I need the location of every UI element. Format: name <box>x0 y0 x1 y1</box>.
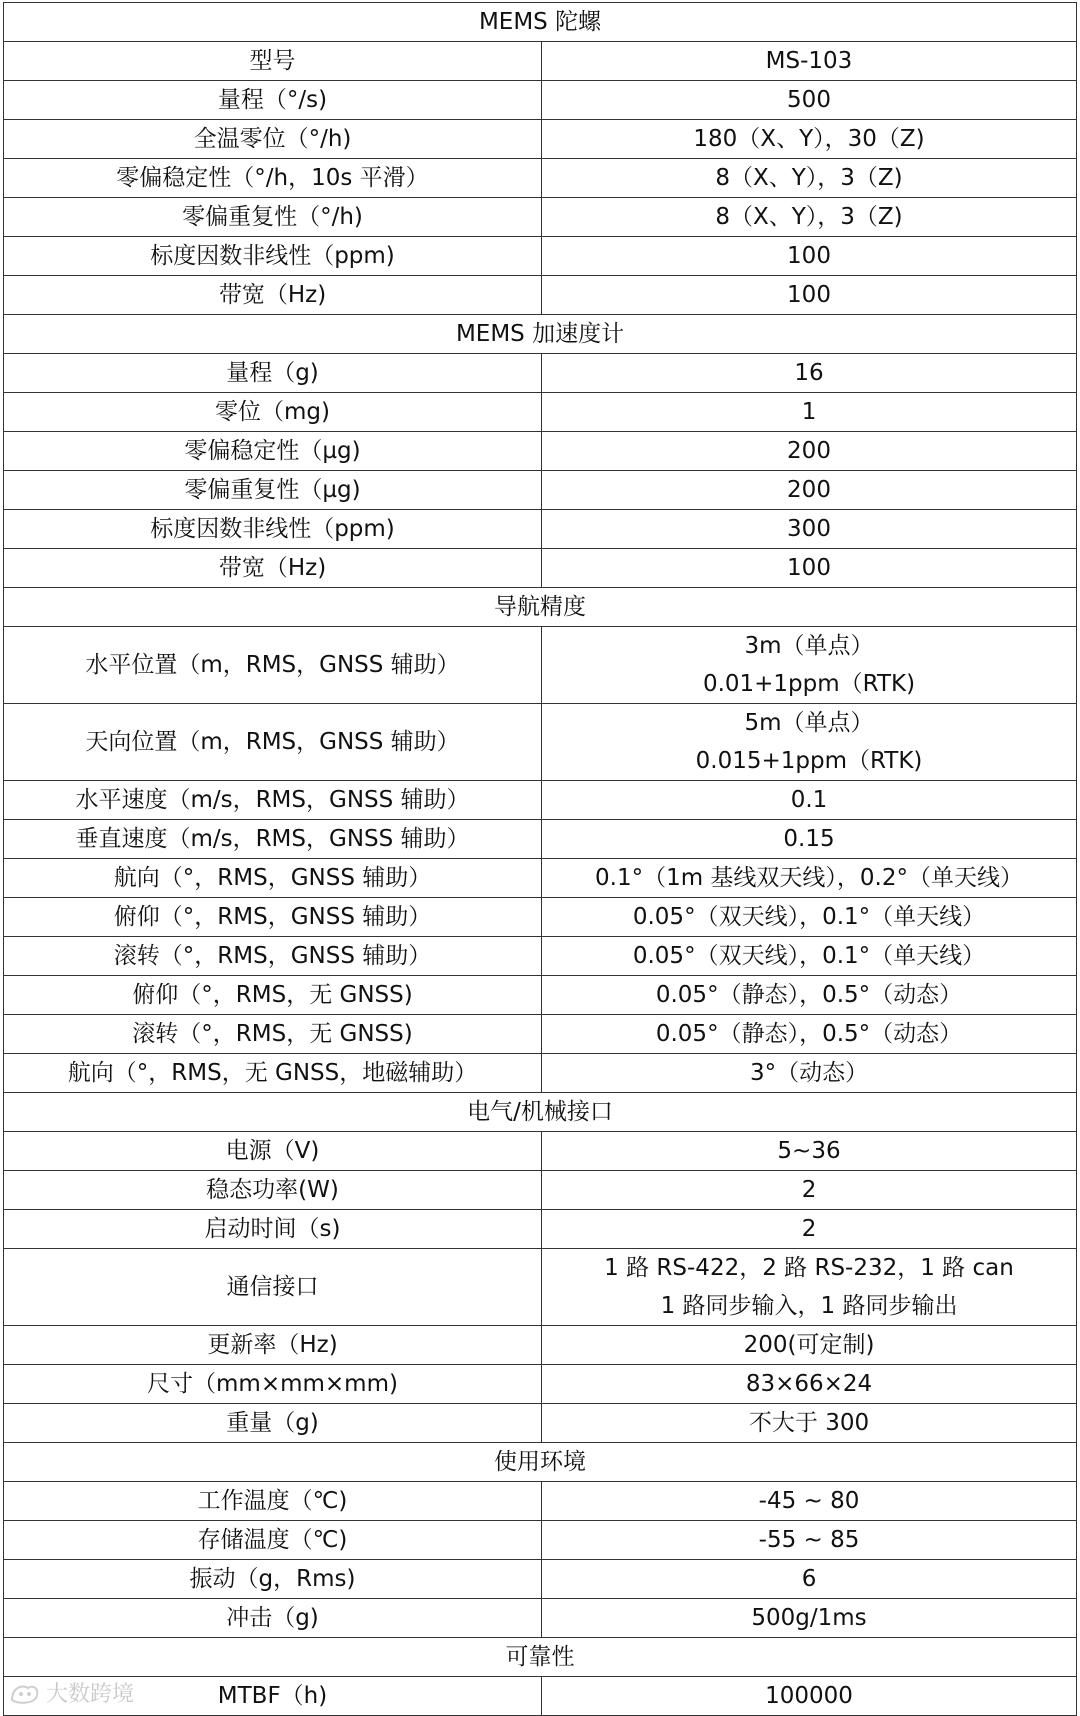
watermark-text: 大数跨境 <box>46 1682 135 1707</box>
spec-value <box>542 1054 1077 1093</box>
spec-value-line: 0.05°（双天线），0.1°（单天线） <box>632 943 986 969</box>
spec-label: 量程（°/s) <box>4 81 542 120</box>
spec-value <box>542 81 1077 120</box>
table-row <box>4 159 1077 198</box>
spec-value-line: MS-103 <box>765 48 853 74</box>
spec-value <box>542 510 1077 549</box>
spec-label: 航向（°，RMS，GNSS 辅助） <box>4 859 542 898</box>
table-row <box>4 42 1077 81</box>
spec-value <box>542 898 1077 937</box>
spec-label: 振动（g，Rms) <box>4 1560 542 1599</box>
section-title: 电气/机械接口 <box>4 1093 1077 1132</box>
spec-value <box>542 1404 1077 1443</box>
spec-label: 重量（g) <box>4 1404 542 1443</box>
table-row <box>4 198 1077 237</box>
spec-value-line: 2 <box>801 1216 817 1242</box>
spec-label: 冲击（g) <box>4 1599 542 1638</box>
table-row <box>4 1015 1077 1054</box>
table-row <box>4 1326 1077 1365</box>
spec-value <box>542 1365 1077 1404</box>
table-row <box>4 432 1077 471</box>
section-header-row <box>4 3 1077 42</box>
spec-value-line: 3°（动态） <box>749 1060 869 1086</box>
spec-table <box>3 2 1077 1716</box>
spec-value-line: 0.05°（静态），0.5°（动态） <box>655 982 963 1008</box>
spec-value-line: 500 <box>787 87 831 113</box>
table-row <box>4 81 1077 120</box>
spec-label: 量程（g) <box>4 354 542 393</box>
spec-value <box>542 1326 1077 1365</box>
spec-value <box>542 276 1077 315</box>
spec-label: 电源（V) <box>4 1132 542 1171</box>
spec-value-line: -55 ~ 85 <box>758 1527 860 1553</box>
table-row <box>4 976 1077 1015</box>
section-header-row <box>4 1443 1077 1482</box>
table-row <box>4 820 1077 859</box>
spec-value-line: 83×66×24 <box>745 1371 873 1397</box>
spec-value-line: 3m（单点） <box>744 633 874 659</box>
spec-value <box>542 704 1077 781</box>
table-row <box>4 354 1077 393</box>
spec-value <box>542 1171 1077 1210</box>
section-title: 使用环境 <box>4 1443 1077 1482</box>
table-row <box>4 120 1077 159</box>
table-row <box>4 1054 1077 1093</box>
spec-value-line: 100 <box>787 555 831 581</box>
spec-value <box>542 1210 1077 1249</box>
table-row <box>4 1365 1077 1404</box>
spec-value <box>542 549 1077 588</box>
spec-label: 航向（°，RMS，无 GNSS，地磁辅助） <box>4 1054 542 1093</box>
spec-value <box>542 1560 1077 1599</box>
spec-label: 天向位置（m，RMS，GNSS 辅助） <box>4 704 542 781</box>
table-row <box>4 1677 1077 1716</box>
spec-value-line: 0.15 <box>783 826 835 852</box>
spec-label: 垂直速度（m/s，RMS，GNSS 辅助） <box>4 820 542 859</box>
table-row <box>4 627 1077 704</box>
spec-value <box>542 1599 1077 1638</box>
table-row <box>4 1521 1077 1560</box>
spec-value-line: 8（X、Y），3（Z) <box>715 204 903 230</box>
spec-value <box>542 820 1077 859</box>
spec-label: 零偏重复性（µg) <box>4 471 542 510</box>
spec-value-line: 1 <box>801 399 817 425</box>
table-row <box>4 1210 1077 1249</box>
spec-value-line: 100000 <box>765 1683 853 1709</box>
spec-label: 全温零位（°/h) <box>4 120 542 159</box>
spec-value <box>542 859 1077 898</box>
spec-value-line: 5m（单点） <box>744 710 874 736</box>
spec-label: 零偏稳定性（°/h，10s 平滑） <box>4 159 542 198</box>
spec-value <box>542 432 1077 471</box>
spec-value-line: 0.1 <box>790 787 828 813</box>
spec-value-line: 6 <box>801 1566 817 1592</box>
spec-value-line: 0.1°（1m 基线双天线），0.2°（单天线） <box>595 865 1024 891</box>
spec-value-line: 180（X、Y），30（Z) <box>693 126 925 152</box>
spec-value <box>542 198 1077 237</box>
section-title: MEMS 陀螺 <box>4 3 1077 42</box>
table-row <box>4 549 1077 588</box>
section-header-row <box>4 1638 1077 1677</box>
table-row <box>4 1249 1077 1326</box>
spec-value-line: 不大于 300 <box>748 1410 870 1436</box>
table-row <box>4 1132 1077 1171</box>
table-row <box>4 1482 1077 1521</box>
spec-label: 带宽（Hz) <box>4 276 542 315</box>
spec-label: 零位（mg) <box>4 393 542 432</box>
section-header-row <box>4 315 1077 354</box>
spec-value-line: 1 路同步输入，1 路同步输出 <box>660 1293 958 1319</box>
spec-value-line: 8（X、Y），3（Z) <box>715 165 903 191</box>
spec-value <box>542 1132 1077 1171</box>
spec-label: 尺寸（mm×mm×mm) <box>4 1365 542 1404</box>
table-row <box>4 704 1077 781</box>
spec-value <box>542 627 1077 704</box>
spec-value <box>542 393 1077 432</box>
spec-value-line: 500g/1ms <box>751 1605 867 1631</box>
spec-value <box>542 42 1077 81</box>
spec-value <box>542 1521 1077 1560</box>
table-row <box>4 1599 1077 1638</box>
spec-label: 带宽（Hz) <box>4 549 542 588</box>
spec-value <box>542 354 1077 393</box>
spec-value-line: 0.05°（双天线），0.1°（单天线） <box>632 904 986 930</box>
spec-value-line: 0.05°（静态），0.5°（动态） <box>655 1021 963 1047</box>
spec-value-line: 0.01+1ppm（RTK) <box>702 671 916 697</box>
spec-value-line: 2 <box>801 1177 817 1203</box>
spec-label: 零偏重复性（°/h) <box>4 198 542 237</box>
table-row <box>4 237 1077 276</box>
spec-label: 水平速度（m/s，RMS，GNSS 辅助） <box>4 781 542 820</box>
section-title: MEMS 加速度计 <box>4 315 1077 354</box>
spec-value-line: 200 <box>787 477 831 503</box>
spec-label: 俯仰（°，RMS，无 GNSS) <box>4 976 542 1015</box>
spec-label: 滚转（°，RMS，GNSS 辅助） <box>4 937 542 976</box>
spec-value-line: 5~36 <box>777 1138 841 1164</box>
spec-label: 通信接口 <box>4 1249 542 1326</box>
spec-value-line: 200 <box>787 438 831 464</box>
spec-table-body <box>4 3 1077 1716</box>
spec-value <box>542 781 1077 820</box>
spec-label: 滚转（°，RMS，无 GNSS) <box>4 1015 542 1054</box>
spec-value <box>542 1249 1077 1326</box>
table-row <box>4 898 1077 937</box>
spec-label: 标度因数非线性（ppm) <box>4 510 542 549</box>
spec-value <box>542 1677 1077 1716</box>
spec-label: 型号 <box>4 42 542 81</box>
table-row <box>4 859 1077 898</box>
table-row <box>4 1404 1077 1443</box>
spec-value-line: 100 <box>787 243 831 269</box>
section-header-row <box>4 588 1077 627</box>
spec-value <box>542 471 1077 510</box>
spec-value-line: 16 <box>794 360 824 386</box>
spec-value <box>542 159 1077 198</box>
table-row <box>4 276 1077 315</box>
section-title: 可靠性 <box>4 1638 1077 1677</box>
table-row <box>4 937 1077 976</box>
spec-value <box>542 237 1077 276</box>
spec-value-line: 1 路 RS-422，2 路 RS-232，1 路 can <box>604 1255 1014 1281</box>
spec-value <box>542 1015 1077 1054</box>
spec-label: 俯仰（°，RMS，GNSS 辅助） <box>4 898 542 937</box>
table-row <box>4 510 1077 549</box>
table-row <box>4 393 1077 432</box>
spec-value-line: 200(可定制) <box>743 1332 875 1358</box>
table-row <box>4 471 1077 510</box>
spec-label: 标度因数非线性（ppm) <box>4 237 542 276</box>
table-row <box>4 1560 1077 1599</box>
spec-label: 稳态功率(W) <box>4 1171 542 1210</box>
spec-value-line: 0.015+1ppm（RTK) <box>695 748 923 774</box>
spec-value <box>542 1482 1077 1521</box>
spec-label: 启动时间（s) <box>4 1210 542 1249</box>
spec-value <box>542 120 1077 159</box>
spec-label: 零偏稳定性（µg) <box>4 432 542 471</box>
section-header-row <box>4 1093 1077 1132</box>
spec-label: MTBF（h) <box>4 1677 542 1716</box>
spec-value <box>542 937 1077 976</box>
spec-value-line: 100 <box>787 282 831 308</box>
spec-label: 更新率（Hz) <box>4 1326 542 1365</box>
table-row <box>4 1171 1077 1210</box>
section-title: 导航精度 <box>4 588 1077 627</box>
spec-value <box>542 976 1077 1015</box>
table-row <box>4 781 1077 820</box>
spec-label: 工作温度（℃) <box>4 1482 542 1521</box>
spec-label: 水平位置（m，RMS，GNSS 辅助） <box>4 627 542 704</box>
spec-label: 存储温度（℃) <box>4 1521 542 1560</box>
spec-value-line: -45 ~ 80 <box>758 1488 860 1514</box>
spec-value-line: 300 <box>787 516 831 542</box>
